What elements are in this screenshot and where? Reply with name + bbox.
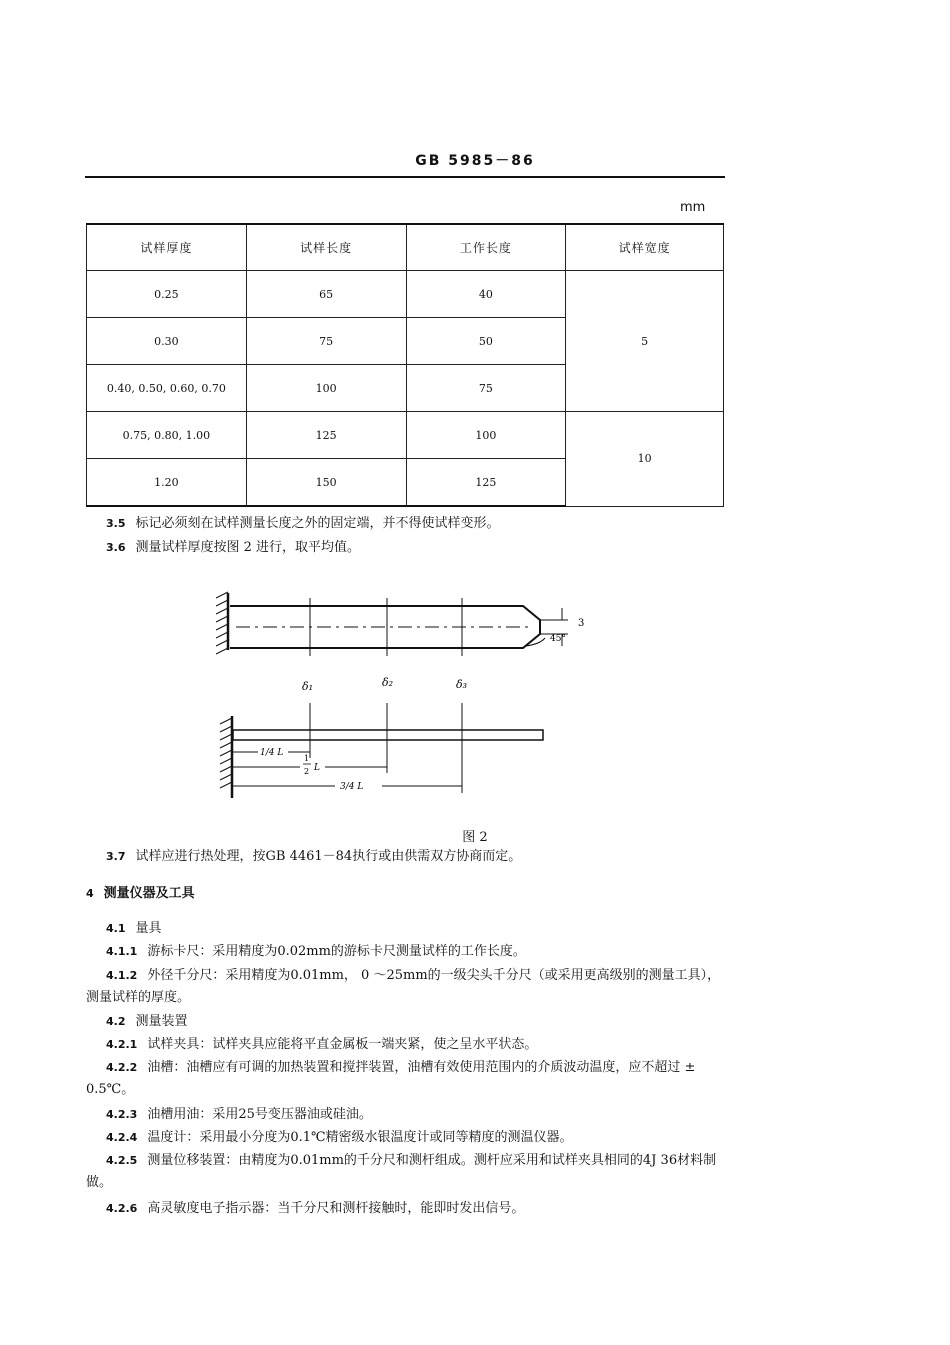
paragraph-3-7 <box>86 846 748 868</box>
clause-number: 4.2.1 <box>106 1038 138 1051</box>
clause-number: 4.1.2 <box>106 969 138 982</box>
clause-text: 测量位移装置：由精度为0.01mm的千分尺和测杆组成。测杆应采用和试样夹具相同的4J 36材料制做。 <box>86 1153 717 1190</box>
clause-number: 4.2 <box>106 1015 126 1028</box>
cell-length: 65 <box>246 271 406 318</box>
section-number: 4 <box>86 887 94 900</box>
half-length-numerator: 1 <box>304 754 310 763</box>
delta-3-label: δ₃ <box>456 678 468 691</box>
clause-text: 测量装置 <box>135 1014 188 1029</box>
clause-text: 油槽：油槽应有可调的加热装置和搅拌装置，油槽有效使用范围内的介质波动温度，应不超过 ± 0.5℃。 <box>86 1060 696 1097</box>
cell-width: 5 <box>566 271 724 412</box>
header-work-length: 工作长度 <box>406 224 566 271</box>
three-quarter-length-label: 3/4 L <box>340 782 364 792</box>
cell-width: 10 <box>566 412 724 507</box>
chamfer-angle-label: 45° <box>550 634 566 644</box>
cell-thickness: 1.20 <box>87 459 247 507</box>
specimen-size-table <box>86 223 724 507</box>
paragraph-4-2 <box>86 1011 748 1033</box>
cell-work-length: 40 <box>406 271 566 318</box>
paragraph-4-2-1 <box>86 1034 748 1056</box>
clause-number: 4.2.2 <box>106 1061 138 1074</box>
cell-work-length: 75 <box>406 365 566 412</box>
tip-width-label: 3 <box>578 618 585 629</box>
clause-number: 4.1.1 <box>106 945 138 958</box>
table-row <box>87 271 724 318</box>
cell-thickness: 0.25 <box>87 271 247 318</box>
cell-work-length: 100 <box>406 412 566 459</box>
paragraph-4-2-3 <box>86 1104 748 1126</box>
clause-text: 油槽用油：采用25号变压器油或硅油。 <box>147 1107 372 1122</box>
paragraph-4-1-1 <box>86 941 748 963</box>
clause-number: 3.6 <box>106 541 126 554</box>
header-length: 试样长度 <box>246 224 406 271</box>
clause-text: 外径千分尺：采用精度为0.01mm， 0 ～25mm的一级尖头千分尺（或采用更高级别的测量工具），测量试样的厚度。 <box>86 968 721 1005</box>
clause-number: 4.2.3 <box>106 1108 138 1121</box>
clause-text: 量具 <box>135 921 162 936</box>
section-4-heading <box>86 883 728 905</box>
delta-2-label: δ₂ <box>382 676 394 689</box>
quarter-length-label: 1/4 L <box>260 748 284 758</box>
table-unit: mm <box>680 200 706 215</box>
clause-text: 试样夹具：试样夹具应能将平直金属板一端夹紧，使之呈水平状态。 <box>147 1037 538 1052</box>
paragraph-3-6 <box>86 537 748 559</box>
cell-length: 150 <box>246 459 406 507</box>
clause-text: 试样应进行热处理，按GB 4461－84执行或由供需双方协商而定。 <box>135 849 522 864</box>
figure-2-diagram <box>200 578 600 808</box>
table-header-row <box>87 224 724 271</box>
cell-work-length: 50 <box>406 318 566 365</box>
document-header: GB 5985－86 <box>415 153 535 169</box>
clause-text: 高灵敏度电子指示器：当千分尺和测杆接触时，能即时发出信号。 <box>147 1201 525 1216</box>
header-thickness: 试样厚度 <box>87 224 247 271</box>
clause-text: 温度计：采用最小分度为0.1℃精密级水银温度计或同等精度的测温仪器。 <box>147 1130 573 1145</box>
cell-length: 125 <box>246 412 406 459</box>
cell-thickness: 0.40, 0.50, 0.60, 0.70 <box>87 365 247 412</box>
clause-text: 测量试样厚度按图 2 进行，取平均值。 <box>135 540 361 555</box>
paragraph-4-2-5 <box>86 1150 728 1194</box>
cell-length: 75 <box>246 318 406 365</box>
clause-number: 4.1 <box>106 922 126 935</box>
table-row <box>87 412 724 459</box>
paragraph-4-2-4 <box>86 1127 748 1149</box>
cell-thickness: 0.75, 0.80, 1.00 <box>87 412 247 459</box>
clause-number: 3.7 <box>106 850 126 863</box>
clause-text: 标记必须刻在试样测量长度之外的固定端，并不得使试样变形。 <box>135 516 500 531</box>
cell-thickness: 0.30 <box>87 318 247 365</box>
clause-number: 4.2.4 <box>106 1131 138 1144</box>
paragraph-4-1-2 <box>86 965 728 1009</box>
paragraph-3-5 <box>86 513 748 535</box>
figure-caption: 图 2 <box>462 830 488 845</box>
half-length-denominator: 2 <box>304 767 310 776</box>
clause-number: 3.5 <box>106 517 126 530</box>
header-width: 试样宽度 <box>566 224 724 271</box>
clause-number: 4.2.6 <box>106 1202 138 1215</box>
header-rule <box>85 176 725 178</box>
paragraph-4-2-6 <box>86 1198 748 1220</box>
cell-length: 100 <box>246 365 406 412</box>
clause-number: 4.2.5 <box>106 1154 138 1167</box>
paragraph-4-1 <box>86 918 748 940</box>
cell-work-length: 125 <box>406 459 566 507</box>
clause-text: 游标卡尺：采用精度为0.02mm的游标卡尺测量试样的工作长度。 <box>147 944 526 959</box>
section-title: 测量仪器及工具 <box>103 886 195 901</box>
half-length-label: L <box>314 763 320 773</box>
delta-1-label: δ₁ <box>302 680 314 693</box>
paragraph-4-2-2 <box>86 1057 728 1101</box>
